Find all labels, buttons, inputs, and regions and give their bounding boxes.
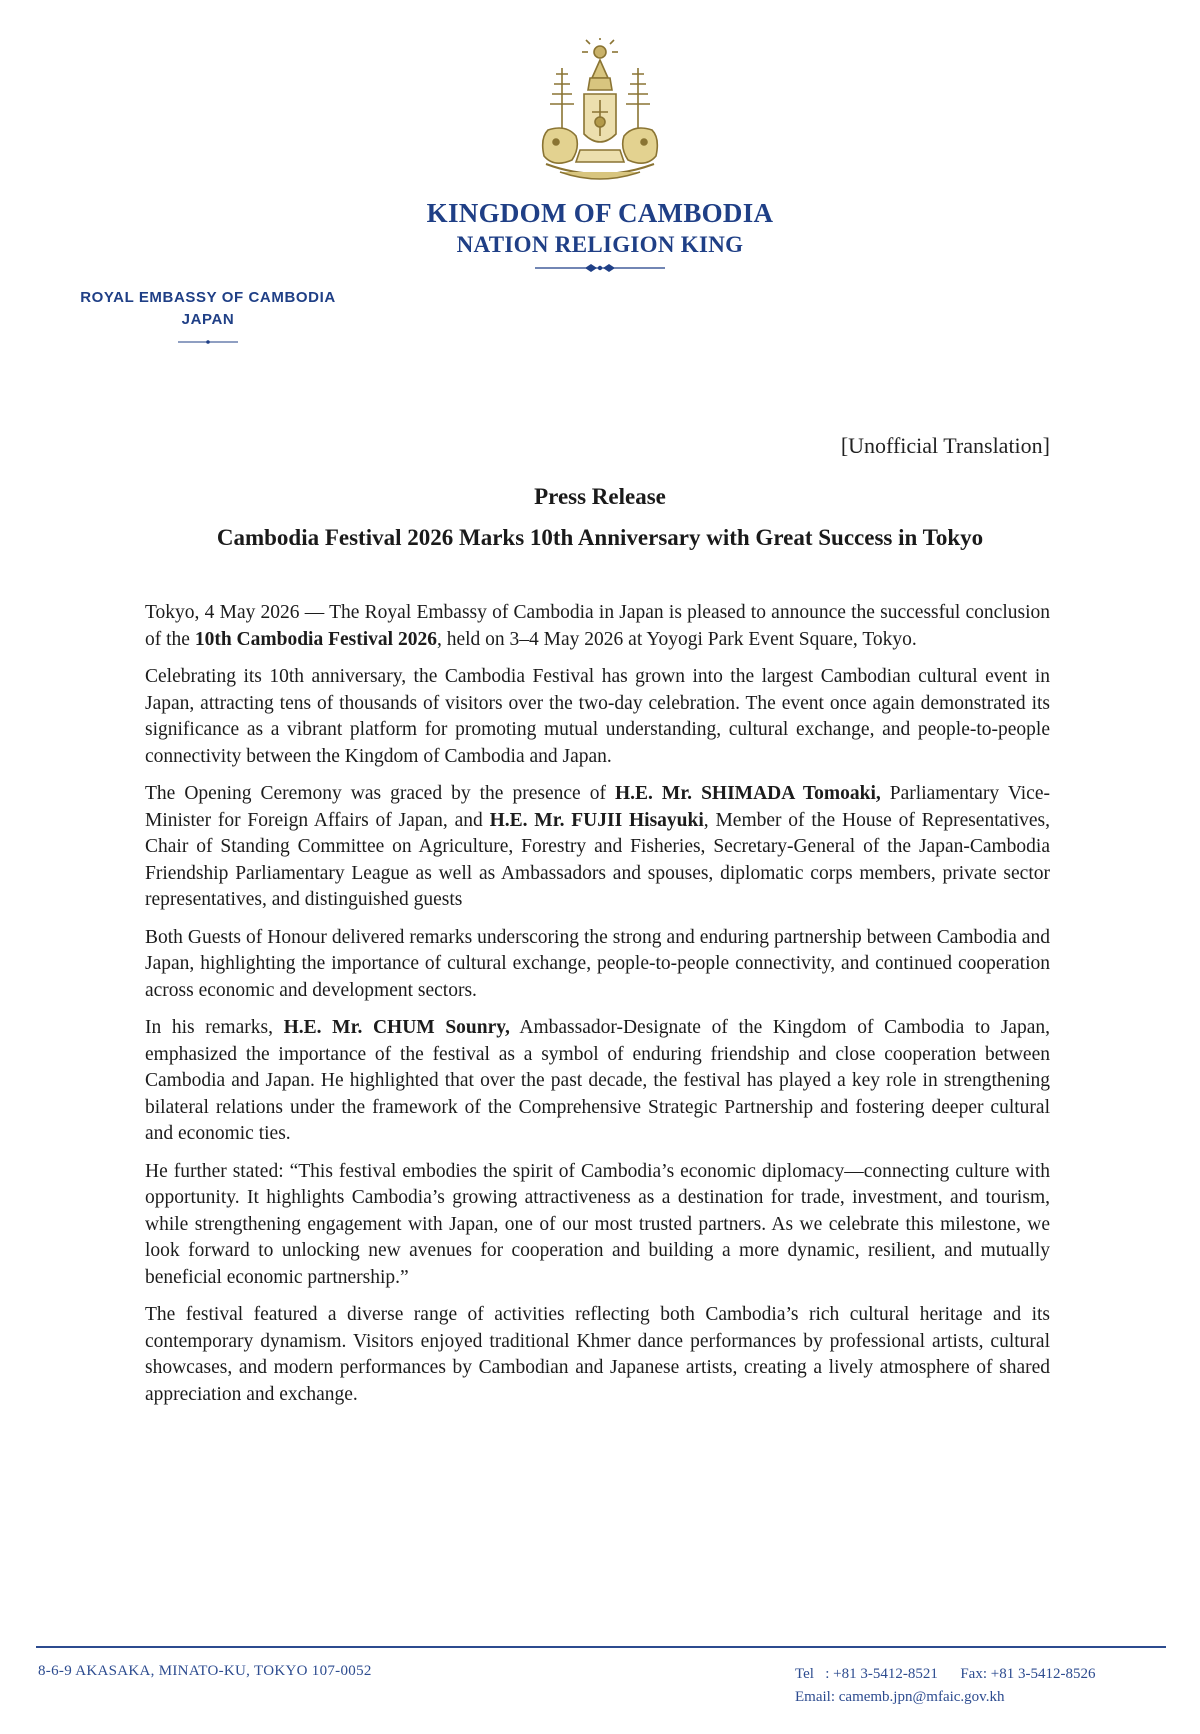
kingdom-title: KINGDOM OF CAMBODIA <box>426 198 774 228</box>
press-release-body <box>145 600 1050 1419</box>
unofficial-translation-note: [Unofficial Translation] <box>840 433 1050 458</box>
footer-phone-line <box>795 1663 1095 1686</box>
footer-address: 8-6-9 AKASAKA, MINATO-KU, TOKYO 107-0052 <box>38 1663 372 1679</box>
embassy-name: ROYAL EMBASSY OF CAMBODIA <box>80 289 336 306</box>
p1-bold: 10th Cambodia Festival 2026 <box>194 628 437 650</box>
p1-text: Tokyo, 4 May 2026 — The Royal Embassy of Cambodia in Japan is pleased to announce the successful conclusion of the <box>145 602 1050 650</box>
p3-bold-guest-1: H.E. Mr. SHIMADA Tomoaki, <box>614 783 881 804</box>
tel-value: : +81 3-5412-8521 <box>825 1666 938 1682</box>
p3-text-mid: Parliamentary Vice-Minister for Foreign Affairs of Japan, and <box>145 783 1050 831</box>
paragraph-3 <box>145 781 1050 914</box>
p5-text: In his remarks, <box>145 1017 284 1038</box>
footer-email-line <box>795 1686 1095 1709</box>
paragraph-4: Both Guests of Honour delivered remarks underscoring the strong and enduring partnership between Cambodia and Japan, highlighting the importance of cultural exchange, people-to-people connectivity, and continued cooperation across economic and development sectors. <box>145 926 1050 1001</box>
footer-divider <box>36 1646 1166 1648</box>
paragraph-1 <box>145 600 1050 653</box>
paragraph-6: He further stated: “This festival embodies the spirit of Cambodia’s economic diplomacy—connecting culture with opportunity. It highlights Cambodia’s growing attractiveness as a destination for trade, investment, and tourism, while strengthening engagement with Japan, one of our most trusted partners. As we celebrate this milestone, we look forward to unlocking new avenues for cooperation and building a more dynamic, resilient, and mutually beneficial economic partnership.” <box>145 1160 1050 1288</box>
embassy-country: JAPAN <box>181 311 235 328</box>
p5-bold-ambassador: H.E. Mr. CHUM Sounry, <box>283 1017 510 1038</box>
p3-text-end: , Member of the House of Representatives, Chair of Standing Committee on Agriculture, Forestry and Fisheries, Secretary-General of the Japan-Cambodia Friendship Parliamentary League as well as Ambassadors and spouses, diplomatic corps members, private sector representatives, and distinguished guests <box>145 809 1050 910</box>
p3-text: The Opening Ceremony was graced by the presence of <box>145 783 615 804</box>
fax-label: Fax: <box>960 1666 987 1682</box>
email-link[interactable]: camemb.jpn@mfaic.gov.kh <box>838 1689 1005 1705</box>
footer-contact <box>795 1663 1095 1709</box>
kingdom-motto: NATION RELIGION KING <box>456 232 744 257</box>
embassy-divider-icon <box>178 339 238 345</box>
paragraph-5 <box>145 1015 1050 1148</box>
paragraph-2: Celebrating its 10th anniversary, the Cambodia Festival has grown into the largest Cambodian cultural event in Japan, attracting tens of thousands of visitors over the two-day celebration. The event once again demonstrated its significance as a vibrant platform for promoting mutual understanding, cultural exchange, and people-to-people connectivity between the Kingdom of Cambodia and Japan. <box>145 666 1050 767</box>
paragraph-7: The festival featured a diverse range of activities reflecting both Cambodia’s rich cultural heritage and its contemporary dynamism. Visitors enjoyed traditional Khmer dance performances by professional artists, cultural showcases, and modern performances by Cambodian and Japanese artists, creating a lively atmosphere of shared appreciation and exchange. <box>145 1304 1050 1405</box>
email-label: Email: <box>795 1689 835 1705</box>
fax-value: +81 3-5412-8526 <box>990 1666 1096 1682</box>
p5-text-end: Ambassador-Designate of the Kingdom of Cambodia to Japan, emphasized the importance of the festival as a symbol of enduring friendship and close cooperation between Cambodia and Japan. He highlighted that over the past decade, the festival has played a key role in strengthening bilateral relations under the framework of the Comprehensive Strategic Partnership and fostering deeper cultural and economic ties. <box>145 1017 1050 1144</box>
press-release-label: Press Release <box>534 484 666 509</box>
p1-text-end: , held on 3–4 May 2026 at Yoyogi Park Event Square, Tokyo. <box>436 628 917 650</box>
ornamental-divider-icon <box>535 263 665 273</box>
press-release-headline: Cambodia Festival 2026 Marks 10th Anniversary with Great Success in Tokyo <box>216 525 984 550</box>
p3-bold-guest-2: H.E. Mr. FUJII Hisayuki <box>489 809 704 831</box>
tel-label: Tel <box>795 1666 814 1682</box>
royal-arms-emblem-icon <box>520 38 680 188</box>
